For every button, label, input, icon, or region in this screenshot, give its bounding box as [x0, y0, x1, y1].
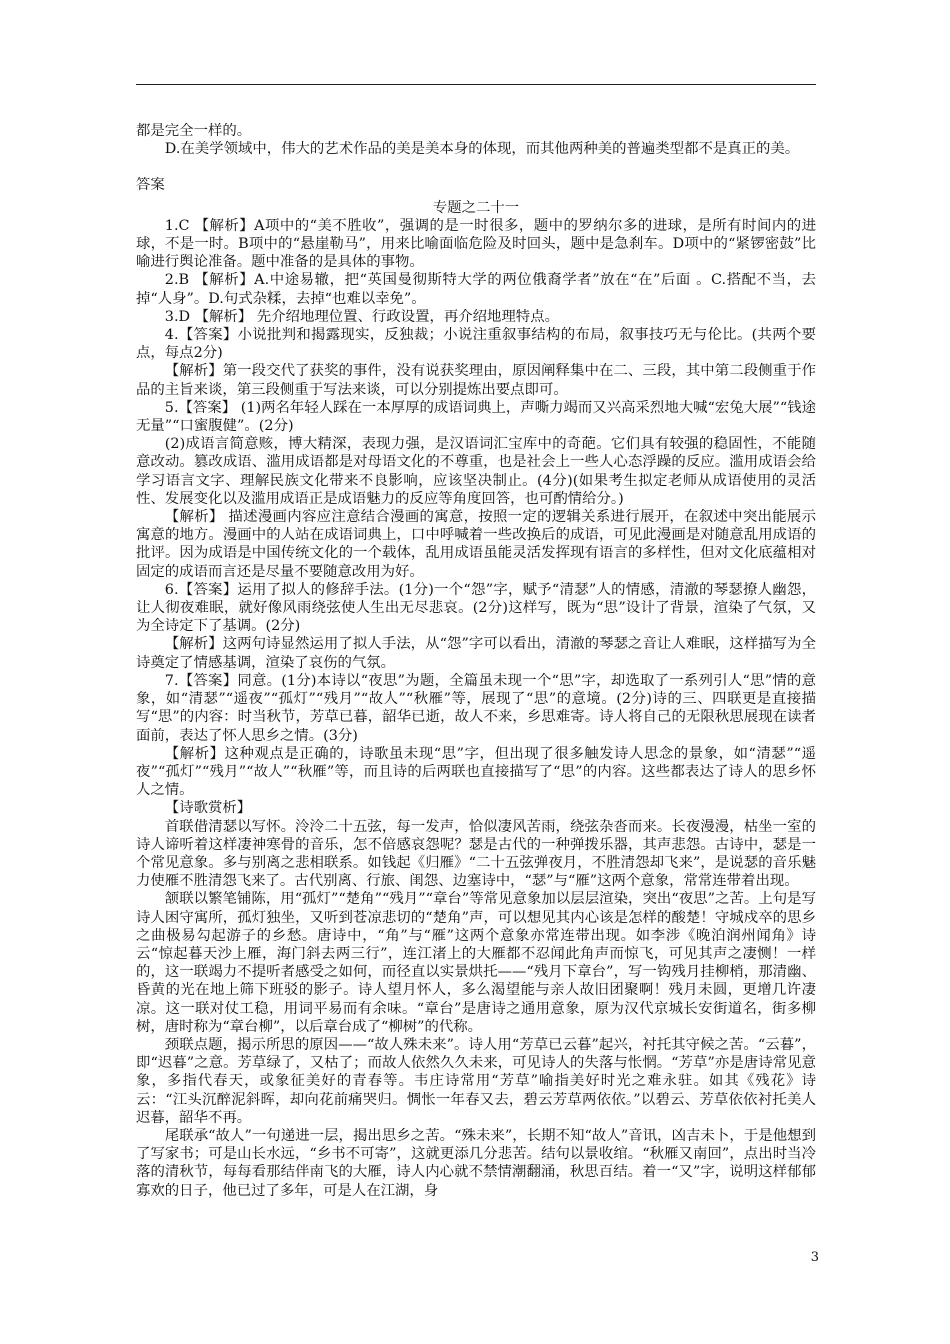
analysis-7: 【解析】这种观点是正确的，诗歌虽未现“思”字，但出现了很多触发诗人思念的景象，如“清瑟”“遥夜”“孤灯”“残月”“故人”“秋雁”等，而且诗的后两联也直接描写了“思”的内容。这些都表达了诗人的思乡怀人之情。 — [136, 745, 816, 799]
answer-7: 7.【答案】同意。(1分)本诗以“夜思”为题，全篇虽未现一个“思”字，却选取了一系列引人“思”情的意象，如“清瑟”“遥夜”“孤灯”“残月”“故人”“秋雁”等，展现了“思”的意境。(2分)诗的三、四联更是直接描写“思”的内容：时当秋节，芳草已暮，韶华已逝，故人不来，乡思难寄。诗人将自己的无限秋思展现在读者面前，表达了怀人思乡之情。(3分) — [136, 672, 816, 744]
page-number: 3 — [810, 1250, 819, 1265]
analysis-4: 【解析】第一段交代了获奖的事件，没有说获奖理由，原因阐释集中在二、三段，其中第二段侧重于作品的主旨来谈，第三段侧重于写法来谈，可以分别提炼出要点即可。 — [136, 363, 816, 398]
header-rule — [136, 84, 816, 85]
answer-5-part-2: (2)成语言简意赅，博大精深，表现力强，是汉语词汇宝库中的奇葩。它们具有较强的稳固性，不能随意改动。篡改成语、滥用成语都是对母语文化的不尊重，也是社会上一些人心态浮躁的反应。滥用成语会给学习语言文字、理解民族文化带来不良影响，应该坚决制止。(4分)(如果考生拟定老师从成语使用的灵活性、发展变化以及滥用成语正是成语魅力的反应等角度回答，也可酌情给分。) — [136, 436, 816, 507]
answer-heading: 答案 — [136, 177, 165, 194]
appreciation-paragraph-3: 颈联点题，揭示所思的原因——“故人殊未来”。诗人用“芳草已云暮”起兴，衬托其守候之苦。“云暮”，即“迟暮”之意。芳草绿了，又枯了；而故人依然久久未来，可见诗人的失落与怅惘。“芳草”亦是唐诗常见意象，多指代春天，或象征美好的青春等。韦庄诗常用“芳草”喻指美好时光之难永驻。如其《残花》诗云：“江头沉醉泥斜晖，却向花前痛哭归。惆怅一年春又去，碧云芳草两依依。”以碧云、芳草依依衬托美人迟暮，韶华不再。 — [136, 1036, 816, 1126]
answer-4: 4.【答案】小说批判和揭露现实，反独裁；小说注重叙事结构的布局，叙事技巧无与伦比。(共两个要点，每点2分) — [136, 327, 816, 362]
answer-2: 2.B 【解析】A.中途易辙，把“英国曼彻斯特大学的两位俄裔学者”放在“在”后面 。C.搭配不当，去掉“人身”。D.句式杂糅，去掉“也难以幸免”。 — [136, 272, 816, 307]
section-title: 专题之二十一 — [432, 199, 520, 216]
answer-6: 6.【答案】运用了拟人的修辞手法。(1分)一个“怨”字，赋予“清瑟”人的情感，清澈的琴瑟撩人幽怨，让人彻夜难眠，就好像风雨绕弦使人生出无尽悲哀。(2分)这样写，既为“思”设计了背景，渲染了气氛，又为全诗定下了基调。(2分) — [136, 581, 816, 635]
poem-appreciation-heading: 【诗歌赏析】 — [164, 800, 252, 817]
appreciation-paragraph-4: 尾联承“故人”一句递进一层，揭出思乡之苦。“殊未来”，长期不知“故人”音讯，凶吉未卜，于是他想到了写家书；可是山长水远，“乡书不可寄”，这就更添几分悲苦。结句以景收绾。“秋雁又南回”，点出时当冷落的清秋节，每每看那结伴南飞的大雁，诗人内心就不禁情潮翻涌，秋思百结。着一“又”字，说明这样郁郁寡欢的日子，他已过了多年，可是人在江湖，身 — [136, 1127, 816, 1199]
answer-5-part-1: 5.【答案】 (1)两名年轻人踩在一本厚厚的成语词典上，声嘶力竭而又兴高采烈地大喊“宏兔大展”“钱途无量”“口蜜腹健”。(2分) — [136, 399, 816, 435]
paragraph-top-1: 都是完全一样的。 — [136, 123, 252, 139]
appreciation-paragraph-2: 颔联以繁笔铺陈，用“孤灯”“楚角”“残月”“章台”等常见意象加以层层渲染，突出“夜思”之苦。上句是写诗人困守寓所，孤灯独坐，又听到苍凉悲切的“楚角”声，可以想见其内心该是怎样的酸楚！守城戍卒的思乡之曲极易勾起游子的乡愁。唐诗中，“角”与“雁”这两个意象亦常连带出现。如李涉《晚泊润州闻角》诗云“惊起暮天沙上雁，海门斜去两三行”，连江渚上的大雁都不忍闻此角声而惊飞，可见其声之凄恻！一样的，这一联竭力不提听者感受之如何，而径直以实景烘托——“残月下章台”，写一钩残月挂柳梢，那清幽、昏黄的光在地上筛下班驳的影子。诗人望月怀人，多么渴望能与亲人故旧团聚啊！残月未圆，更增几许凄凉。这一联对仗工稳，用词平易而有余味。“章台”是唐诗之通用意象，原为汉代京城长安街道名，街多柳树，唐时称为“章台柳”，以后章台成了“柳树”的代称。 — [136, 891, 816, 1035]
analysis-6: 【解析】这两句诗显然运用了拟人手法，从“怨”字可以看出，清澈的琴瑟之音让人难眠，这样描写为全诗奠定了情感基调，渲染了哀伤的气氛。 — [136, 636, 816, 671]
answer-1: 1.C 【解析】A项中的“美不胜收”，强调的是一时很多，题中的罗纳尔多的进球，是所有时间内的进球，不是一时。B项中的“悬崖勒马”，用来比喻面临危险及时回头，题中是急刹车。D项中的“紧锣密鼓”比喻进行舆论准备。题中准备的是具体的事物。 — [136, 217, 816, 271]
document-body — [136, 122, 816, 1200]
paragraph-top-2: D.在美学领域中，伟大的艺术作品的美是美本身的体现，而其他两种美的普遍类型都不是真正的美。 — [164, 141, 800, 158]
analysis-5: 【解析】 描述漫画内容应注意结合漫画的寓意，按照一定的逻辑关系进行展开，在叙述中突出能展示寓意的地方。漫画中的人站在成语词典上，口中呼喊着一些改换后的成语，可见此漫画是对随意乱用成语的批评。因为成语是中国传统文化的一个载体，乱用成语虽能灵活发挥现有语言的多样性，但对文化底蕴相对固定的成语而言还是尽量不要随意改用为好。 — [136, 509, 816, 580]
answer-3: 3.D 【解析】 先介绍地理位置、行政设置，再介绍地理特点。 — [164, 308, 559, 325]
appreciation-paragraph-1: 首联借清瑟以写怀。泠泠二十五弦，每一发声，恰似凄风苦雨，绕弦杂沓而来。长夜漫漫，枯坐一室的诗人谛听着这样凄神寒骨的音乐，怎不倍感哀怨呢？瑟是古代的一种弹拨乐器，其声悲怨。古诗中，瑟是一个常见意象。多与别离之悲相联系。如钱起《归雁》“二十五弦弹夜月，不胜清怨却飞来”，是说瑟的音乐魅力使雁不胜清怨飞来了。古代别离、行旅、闺怨、边塞诗中，“瑟”与“雁”这两个意象，常常连带着出现。 — [136, 818, 816, 890]
